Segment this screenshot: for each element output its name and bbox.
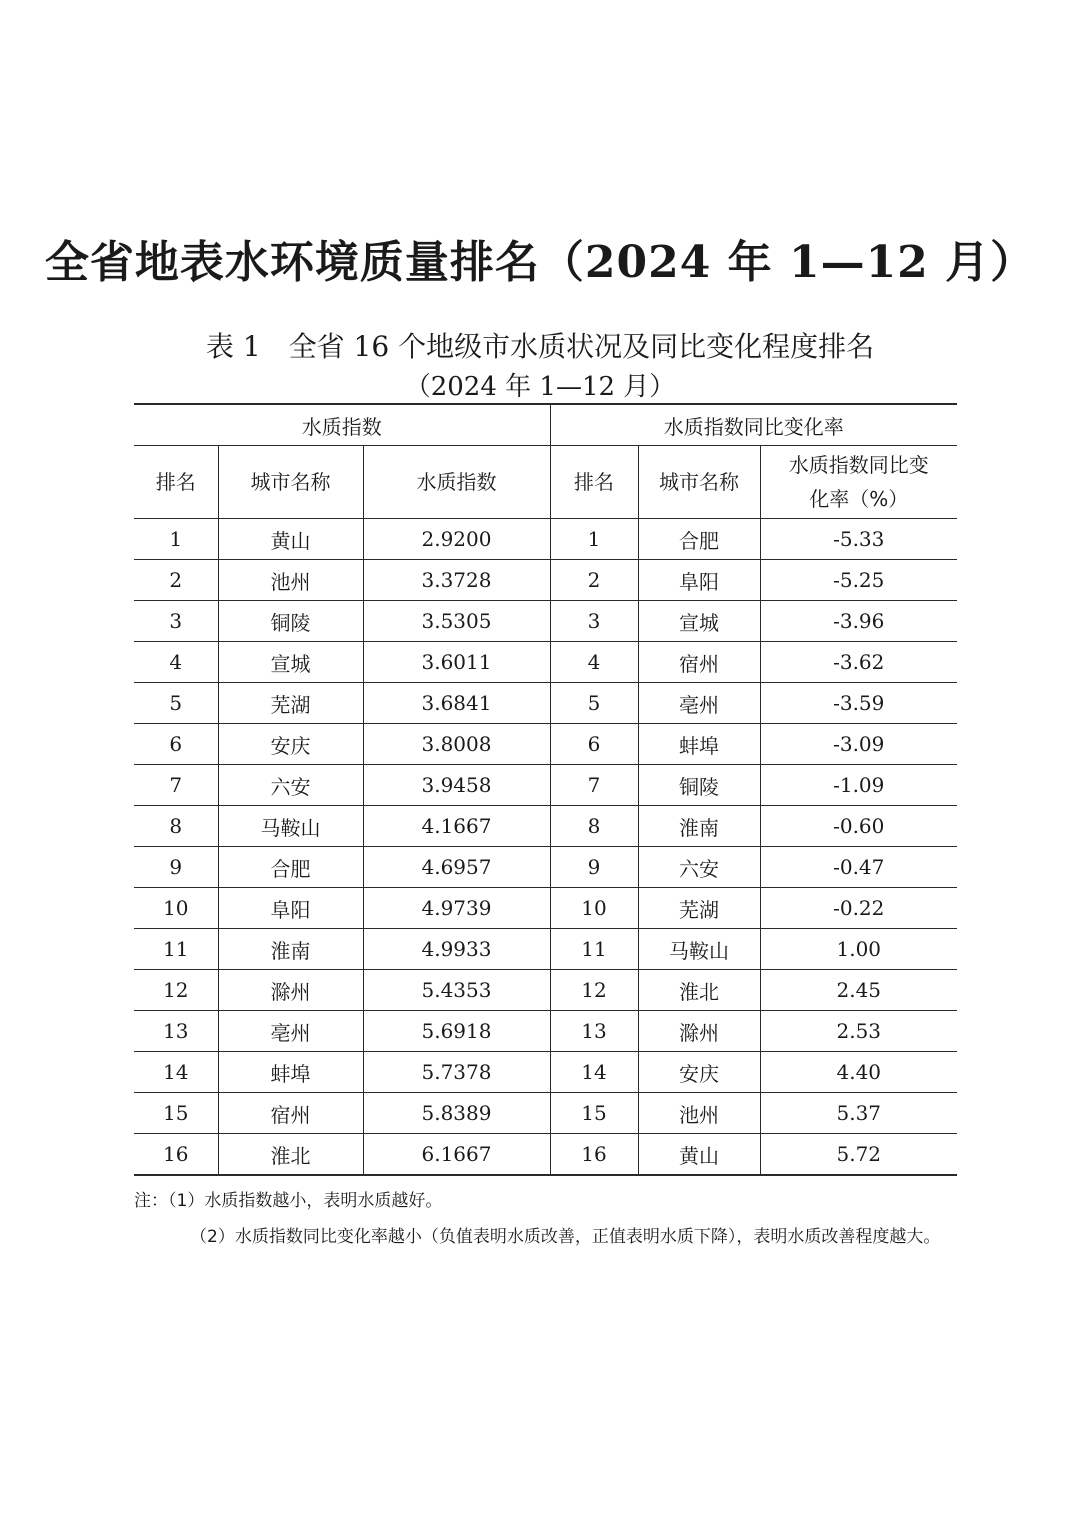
water-index-cell: 3.9458 — [363, 765, 550, 806]
table-row — [134, 847, 957, 888]
table-row — [134, 642, 957, 683]
change-rate-cell: -0.22 — [760, 888, 957, 929]
rank-2-cell: 1 — [550, 519, 638, 560]
change-rate-cell: -0.60 — [760, 806, 957, 847]
city-cell: 马鞍山 — [218, 806, 363, 847]
water-index-cell: 5.4353 — [363, 970, 550, 1011]
change-rate-cell: -3.96 — [760, 601, 957, 642]
city-cell: 淮南 — [218, 929, 363, 970]
rank-2-cell: 7 — [550, 765, 638, 806]
rank-2-cell: 10 — [550, 888, 638, 929]
rank-2-cell: 15 — [550, 1093, 638, 1134]
city-2-cell: 安庆 — [638, 1052, 760, 1093]
rank-cell: 15 — [134, 1093, 218, 1134]
rank-2-cell: 3 — [550, 601, 638, 642]
water-index-cell: 5.7378 — [363, 1052, 550, 1093]
water-index-cell: 3.6011 — [363, 642, 550, 683]
change-rate-cell: -1.09 — [760, 765, 957, 806]
city-cell: 池州 — [218, 560, 363, 601]
city-cell: 亳州 — [218, 1011, 363, 1052]
city-2-cell: 宿州 — [638, 642, 760, 683]
rank-cell: 5 — [134, 683, 218, 724]
rank-cell: 12 — [134, 970, 218, 1011]
rank-2-cell: 6 — [550, 724, 638, 765]
change-rate-cell: -3.59 — [760, 683, 957, 724]
rank-2-cell: 9 — [550, 847, 638, 888]
water-index-cell: 4.1667 — [363, 806, 550, 847]
rank-cell: 11 — [134, 929, 218, 970]
table-row — [134, 970, 957, 1011]
city-cell: 黄山 — [218, 519, 363, 560]
table-row — [134, 888, 957, 929]
change-rate-cell: -0.47 — [760, 847, 957, 888]
change-rate-cell: -5.33 — [760, 519, 957, 560]
rank-cell: 13 — [134, 1011, 218, 1052]
water-index-cell: 6.1667 — [363, 1134, 550, 1176]
table-subtitle: （2024 年 1—12 月） — [404, 372, 676, 402]
change-rate-cell: -5.25 — [760, 560, 957, 601]
table-row — [134, 724, 957, 765]
table-row — [134, 1052, 957, 1093]
city-2-cell: 六安 — [638, 847, 760, 888]
water-index-cell: 3.3728 — [363, 560, 550, 601]
note-1: 注：（1）水质指数越小，表明水质越好。 — [134, 1191, 443, 1211]
rank-2-cell: 4 — [550, 642, 638, 683]
city-cell: 蚌埠 — [218, 1052, 363, 1093]
rank-cell: 9 — [134, 847, 218, 888]
water-index-cell: 4.6957 — [363, 847, 550, 888]
water-index-cell: 3.6841 — [363, 683, 550, 724]
rank-cell: 1 — [134, 519, 218, 560]
notes — [134, 1183, 957, 1255]
city-cell: 铜陵 — [218, 601, 363, 642]
page-title: 全省地表水环境质量排名（2024 年 1—12 月） — [44, 237, 1036, 288]
city-2-cell: 阜阳 — [638, 560, 760, 601]
change-rate-cell: 2.45 — [760, 970, 957, 1011]
city-2-cell: 合肥 — [638, 519, 760, 560]
table-body — [134, 519, 957, 1176]
column-header-rank-2: 排名 — [550, 446, 638, 519]
rank-2-cell: 16 — [550, 1134, 638, 1176]
change-rate-cell: 4.40 — [760, 1052, 957, 1093]
rank-cell: 14 — [134, 1052, 218, 1093]
change-rate-cell: -3.62 — [760, 642, 957, 683]
city-2-cell: 马鞍山 — [638, 929, 760, 970]
city-2-cell: 黄山 — [638, 1134, 760, 1176]
city-2-cell: 蚌埠 — [638, 724, 760, 765]
city-cell: 安庆 — [218, 724, 363, 765]
city-2-cell: 芜湖 — [638, 888, 760, 929]
table-row — [134, 1134, 957, 1176]
rank-2-cell: 11 — [550, 929, 638, 970]
group-header-water-index: 水质指数 — [134, 404, 550, 446]
change-rate-cell: 2.53 — [760, 1011, 957, 1052]
column-header-rank: 排名 — [134, 446, 218, 519]
rank-cell: 6 — [134, 724, 218, 765]
city-cell: 芜湖 — [218, 683, 363, 724]
change-rate-cell: -3.09 — [760, 724, 957, 765]
table-row — [134, 929, 957, 970]
city-2-cell: 池州 — [638, 1093, 760, 1134]
city-cell: 合肥 — [218, 847, 363, 888]
change-rate-cell: 5.37 — [760, 1093, 957, 1134]
rank-cell: 8 — [134, 806, 218, 847]
rank-2-cell: 12 — [550, 970, 638, 1011]
column-header-change-rate: 水质指数同比变化率（%） — [760, 446, 957, 519]
table-row — [134, 765, 957, 806]
column-header-water-index: 水质指数 — [363, 446, 550, 519]
table-row — [134, 560, 957, 601]
city-cell: 宿州 — [218, 1093, 363, 1134]
note-2: （2）水质指数同比变化率越小（负值表明水质改善，正值表明水质下降），表明水质改善程度越大。 — [190, 1227, 941, 1247]
rank-cell: 2 — [134, 560, 218, 601]
city-cell: 滁州 — [218, 970, 363, 1011]
table-row — [134, 806, 957, 847]
city-cell: 阜阳 — [218, 888, 363, 929]
water-index-cell: 4.9739 — [363, 888, 550, 929]
rank-cell: 16 — [134, 1134, 218, 1176]
table-row — [134, 1011, 957, 1052]
rank-2-cell: 2 — [550, 560, 638, 601]
table-row — [134, 1093, 957, 1134]
water-index-cell: 4.9933 — [363, 929, 550, 970]
water-index-cell: 5.8389 — [363, 1093, 550, 1134]
ranking-table — [134, 403, 957, 1176]
rank-cell: 3 — [134, 601, 218, 642]
group-header-change-rate: 水质指数同比变化率 — [550, 404, 957, 446]
city-cell: 淮北 — [218, 1134, 363, 1176]
city-2-cell: 淮北 — [638, 970, 760, 1011]
city-2-cell: 宣城 — [638, 601, 760, 642]
column-header-city: 城市名称 — [218, 446, 363, 519]
rank-cell: 10 — [134, 888, 218, 929]
water-index-cell: 3.8008 — [363, 724, 550, 765]
column-header-city-2: 城市名称 — [638, 446, 760, 519]
change-rate-cell: 5.72 — [760, 1134, 957, 1176]
rank-2-cell: 8 — [550, 806, 638, 847]
table-title: 表 1 全省 16 个地级市水质状况及同比变化程度排名 — [205, 330, 875, 363]
city-cell: 六安 — [218, 765, 363, 806]
city-2-cell: 滁州 — [638, 1011, 760, 1052]
water-index-cell: 5.6918 — [363, 1011, 550, 1052]
rank-2-cell: 14 — [550, 1052, 638, 1093]
city-2-cell: 亳州 — [638, 683, 760, 724]
table-row — [134, 601, 957, 642]
rank-cell: 7 — [134, 765, 218, 806]
city-2-cell: 淮南 — [638, 806, 760, 847]
city-cell: 宣城 — [218, 642, 363, 683]
table-row — [134, 683, 957, 724]
water-index-cell: 3.5305 — [363, 601, 550, 642]
table-row — [134, 519, 957, 560]
change-rate-cell: 1.00 — [760, 929, 957, 970]
rank-cell: 4 — [134, 642, 218, 683]
rank-2-cell: 13 — [550, 1011, 638, 1052]
rank-2-cell: 5 — [550, 683, 638, 724]
city-2-cell: 铜陵 — [638, 765, 760, 806]
water-index-cell: 2.9200 — [363, 519, 550, 560]
